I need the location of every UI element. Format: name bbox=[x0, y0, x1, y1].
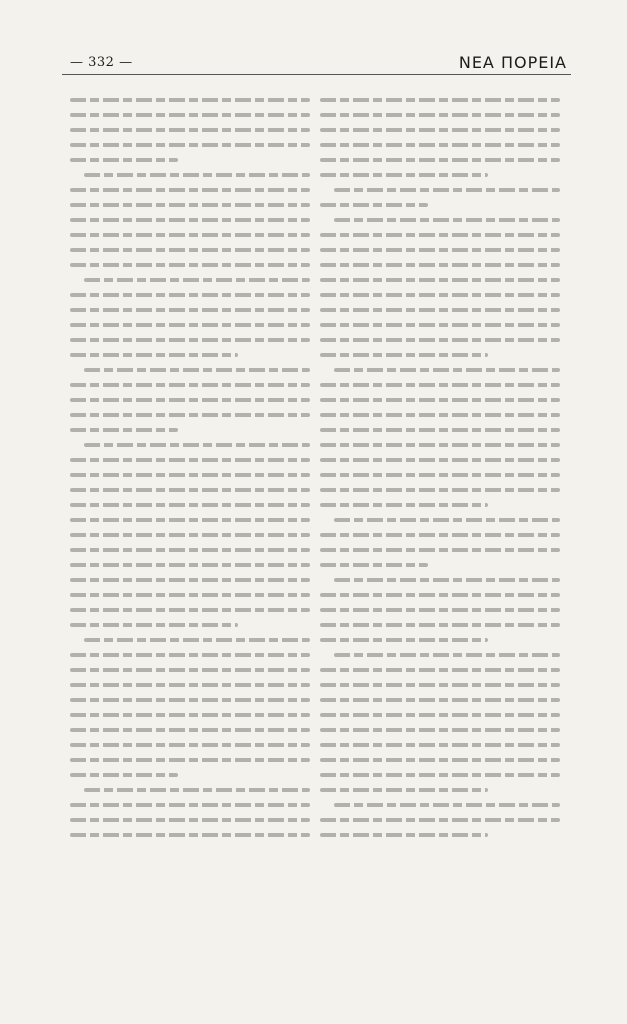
text-line bbox=[334, 188, 560, 192]
header-rule bbox=[62, 74, 571, 75]
text-line bbox=[70, 758, 310, 762]
page-number: — 332 — bbox=[70, 55, 133, 70]
text-line bbox=[320, 623, 560, 627]
text-line bbox=[70, 158, 178, 162]
text-line bbox=[320, 233, 560, 237]
text-line bbox=[70, 338, 310, 342]
text-line bbox=[70, 743, 310, 747]
text-line bbox=[70, 668, 310, 672]
text-line bbox=[70, 578, 310, 582]
text-line bbox=[70, 728, 310, 732]
text-line bbox=[70, 563, 310, 567]
text-line bbox=[320, 773, 560, 777]
text-line bbox=[70, 413, 310, 417]
text-line bbox=[84, 173, 310, 177]
text-line bbox=[320, 503, 488, 507]
text-line bbox=[70, 833, 310, 837]
text-line bbox=[84, 443, 310, 447]
text-line bbox=[70, 653, 310, 657]
text-line bbox=[70, 353, 238, 357]
text-line bbox=[84, 788, 310, 792]
text-line bbox=[320, 698, 560, 702]
text-line bbox=[70, 803, 310, 807]
text-line bbox=[320, 833, 488, 837]
right-column bbox=[320, 92, 560, 972]
text-line bbox=[70, 458, 310, 462]
text-line bbox=[70, 773, 178, 777]
left-column bbox=[70, 92, 310, 972]
text-line bbox=[70, 218, 310, 222]
text-line bbox=[320, 533, 560, 537]
text-line bbox=[70, 608, 310, 612]
text-line bbox=[320, 638, 488, 642]
text-line bbox=[70, 203, 310, 207]
text-line bbox=[70, 188, 310, 192]
text-line bbox=[70, 323, 310, 327]
text-line bbox=[70, 698, 310, 702]
page-header bbox=[0, 0, 627, 80]
text-line bbox=[70, 488, 310, 492]
text-line bbox=[320, 113, 560, 117]
text-line bbox=[70, 308, 310, 312]
text-line bbox=[320, 338, 560, 342]
text-line bbox=[320, 593, 560, 597]
text-line bbox=[320, 128, 560, 132]
text-line bbox=[70, 683, 310, 687]
text-line bbox=[320, 413, 560, 417]
text-line bbox=[320, 713, 560, 717]
text-line bbox=[70, 293, 310, 297]
text-line bbox=[70, 818, 310, 822]
text-line bbox=[320, 608, 560, 612]
text-line bbox=[70, 623, 238, 627]
text-line bbox=[84, 278, 310, 282]
text-line bbox=[320, 428, 560, 432]
text-line bbox=[334, 218, 560, 222]
text-line bbox=[334, 653, 560, 657]
text-line bbox=[84, 638, 310, 642]
text-line bbox=[320, 308, 560, 312]
text-line bbox=[320, 818, 560, 822]
text-line bbox=[320, 728, 560, 732]
text-line bbox=[334, 803, 560, 807]
text-line bbox=[70, 503, 310, 507]
text-line bbox=[320, 203, 428, 207]
text-line bbox=[320, 488, 560, 492]
text-line bbox=[320, 263, 560, 267]
text-line bbox=[320, 443, 560, 447]
text-line bbox=[70, 248, 310, 252]
text-line bbox=[320, 143, 560, 147]
text-line bbox=[334, 518, 560, 522]
running-head: ΝΕΑ ΠΟΡΕΙΑ bbox=[458, 53, 567, 72]
text-line bbox=[70, 233, 310, 237]
text-line bbox=[320, 668, 560, 672]
text-line bbox=[334, 578, 560, 582]
text-line bbox=[320, 353, 488, 357]
text-line bbox=[320, 248, 560, 252]
text-line bbox=[320, 563, 428, 567]
text-line bbox=[320, 788, 488, 792]
text-line bbox=[70, 113, 310, 117]
text-line bbox=[320, 293, 560, 297]
text-line bbox=[70, 263, 310, 267]
text-line bbox=[320, 473, 560, 477]
text-line bbox=[320, 98, 560, 102]
text-line bbox=[70, 593, 310, 597]
text-line bbox=[320, 683, 560, 687]
text-line bbox=[320, 758, 560, 762]
text-line bbox=[70, 143, 310, 147]
text-line bbox=[70, 533, 310, 537]
text-line bbox=[320, 458, 560, 462]
text-line bbox=[70, 713, 310, 717]
text-line bbox=[70, 548, 310, 552]
text-line bbox=[320, 548, 560, 552]
text-line bbox=[320, 398, 560, 402]
text-line bbox=[334, 368, 560, 372]
text-line bbox=[70, 128, 310, 132]
text-line bbox=[320, 383, 560, 387]
text-line bbox=[320, 158, 560, 162]
text-line bbox=[70, 518, 310, 522]
text-line bbox=[70, 398, 310, 402]
text-line bbox=[70, 473, 310, 477]
text-line bbox=[70, 98, 310, 102]
text-line bbox=[320, 278, 560, 282]
text-line bbox=[320, 323, 560, 327]
text-line bbox=[70, 428, 178, 432]
text-line bbox=[320, 173, 488, 177]
text-line bbox=[84, 368, 310, 372]
text-line bbox=[320, 743, 560, 747]
text-line bbox=[70, 383, 310, 387]
